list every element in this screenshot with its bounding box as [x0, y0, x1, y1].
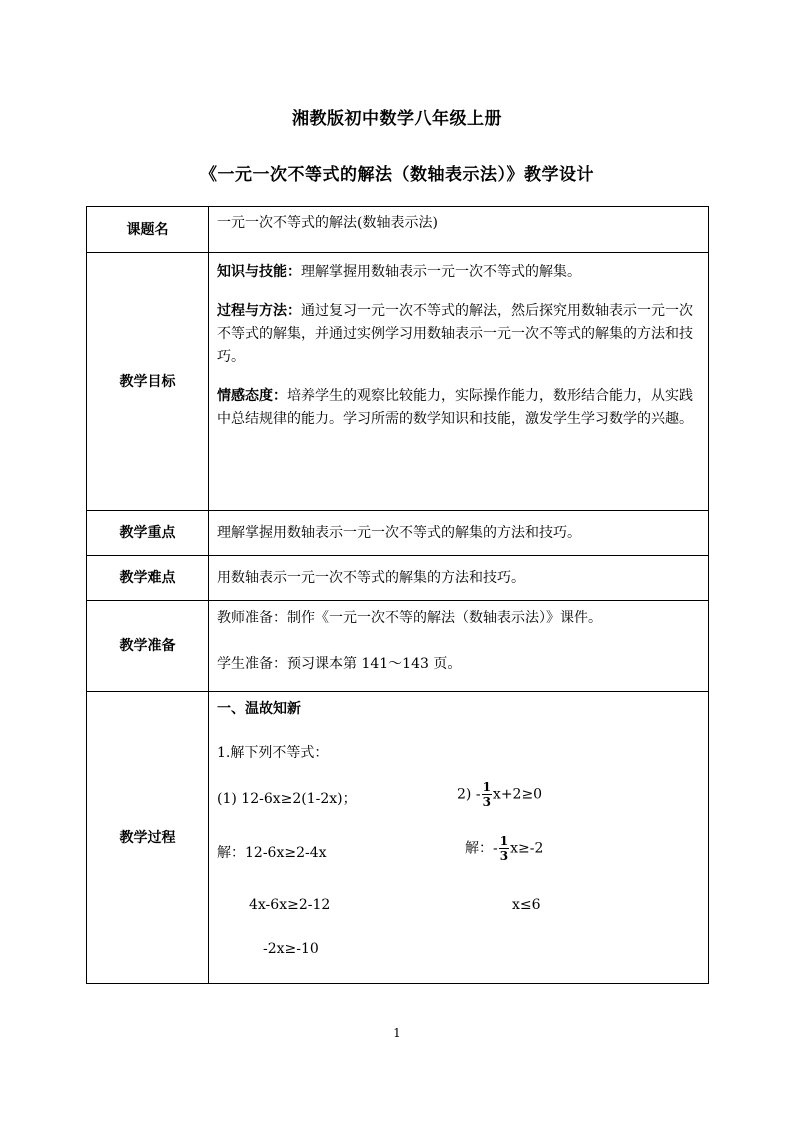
problem-2 — [457, 780, 542, 809]
row-goals — [87, 253, 709, 511]
goal-knowledge-head: 知识与技能： — [217, 264, 301, 280]
process-content — [217, 698, 700, 957]
value-topic — [209, 207, 709, 253]
document-subtitle: 《一元一次不等式的解法（数轴表示法）》教学设计 — [200, 165, 594, 185]
label-preparation: 教学准备 — [87, 601, 209, 692]
section-heading: 一、温故知新 — [217, 701, 301, 717]
solution-2-line-2: x≤6 — [512, 897, 541, 913]
goal-process — [217, 300, 700, 369]
document-title: 湘教版初中数学八年级上册 — [292, 109, 502, 129]
fraction-one-third-solution — [499, 834, 509, 863]
goal-knowledge-text: 理解掌握用数轴表示一元一次不等式的解集。 — [301, 264, 581, 280]
label-process: 教学过程 — [87, 692, 209, 984]
goal-attitude-text: 培养学生的观察比较能力，实际操作能力，数形结合能力，从实践中总结规律的能力。学习所需的数学知识和技能，激发学生学习数学的兴趣。 — [217, 388, 693, 427]
goal-knowledge — [217, 261, 700, 284]
lesson-plan-table — [86, 206, 709, 984]
fraction-denominator: 3 — [482, 795, 491, 809]
key-point-text: 理解掌握用数轴表示一元一次不等式的解集的方法和技巧。 — [217, 525, 581, 541]
solution-1-line-2: 4x-6x≥2-12 — [249, 897, 331, 913]
label-topic: 课题名 — [87, 207, 209, 253]
fraction-denominator-solution: 3 — [499, 849, 509, 863]
student-preparation: 学生准备：预习课本第 141～143 页。 — [217, 656, 462, 672]
goal-attitude-head: 情感态度： — [217, 388, 287, 404]
label-difficulty: 教学难点 — [87, 556, 209, 601]
task-prompt: 1.解下列不等式： — [217, 745, 329, 761]
row-preparation — [87, 601, 709, 692]
solution-1-line-1: 解：12-6x≥2-4x — [217, 845, 327, 861]
solution-2-suffix: x≥-2 — [510, 840, 544, 857]
problem-1: (1) 12-6x≥2(1-2x)； — [217, 791, 357, 807]
teacher-preparation: 教师准备：制作《一元一次不等的解法（数轴表示法）》课件。 — [217, 610, 602, 626]
value-key-point — [209, 511, 709, 556]
goal-process-text: 通过复习一元一次不等式的解法，然后探究用数轴表示一元一次不等式的解集，并通过实例学习用数轴表示一元一次不等式的解集的方法和技巧。 — [217, 303, 693, 365]
difficulty-text: 用数轴表示一元一次不等式的解集的方法和技巧。 — [217, 570, 525, 586]
value-difficulty — [209, 556, 709, 601]
goal-process-head: 过程与方法： — [217, 303, 301, 319]
fraction-numerator: 1 — [482, 780, 491, 794]
solution-2-line-1 — [465, 834, 543, 863]
value-goals — [209, 253, 709, 511]
fraction-numerator-solution: 1 — [499, 834, 509, 848]
solution-1-line-3: -2x≥-10 — [263, 941, 319, 957]
solution-2-prefix: 解：- — [465, 840, 498, 857]
problem-2-suffix: x+2≥0 — [492, 786, 543, 803]
problem-2-prefix: 2) - — [457, 786, 481, 803]
page-number: 1 — [393, 1026, 401, 1040]
row-difficulty — [87, 556, 709, 601]
value-preparation — [209, 601, 709, 692]
fraction-one-third — [482, 780, 492, 809]
label-goals: 教学目标 — [87, 253, 209, 511]
row-topic — [87, 207, 709, 253]
value-process — [209, 692, 709, 984]
row-key-point — [87, 511, 709, 556]
label-key-point: 教学重点 — [87, 511, 209, 556]
topic-text: 一元一次不等式的解法(数轴表示法) — [217, 215, 438, 231]
row-process — [87, 692, 709, 984]
goal-attitude — [217, 385, 700, 431]
